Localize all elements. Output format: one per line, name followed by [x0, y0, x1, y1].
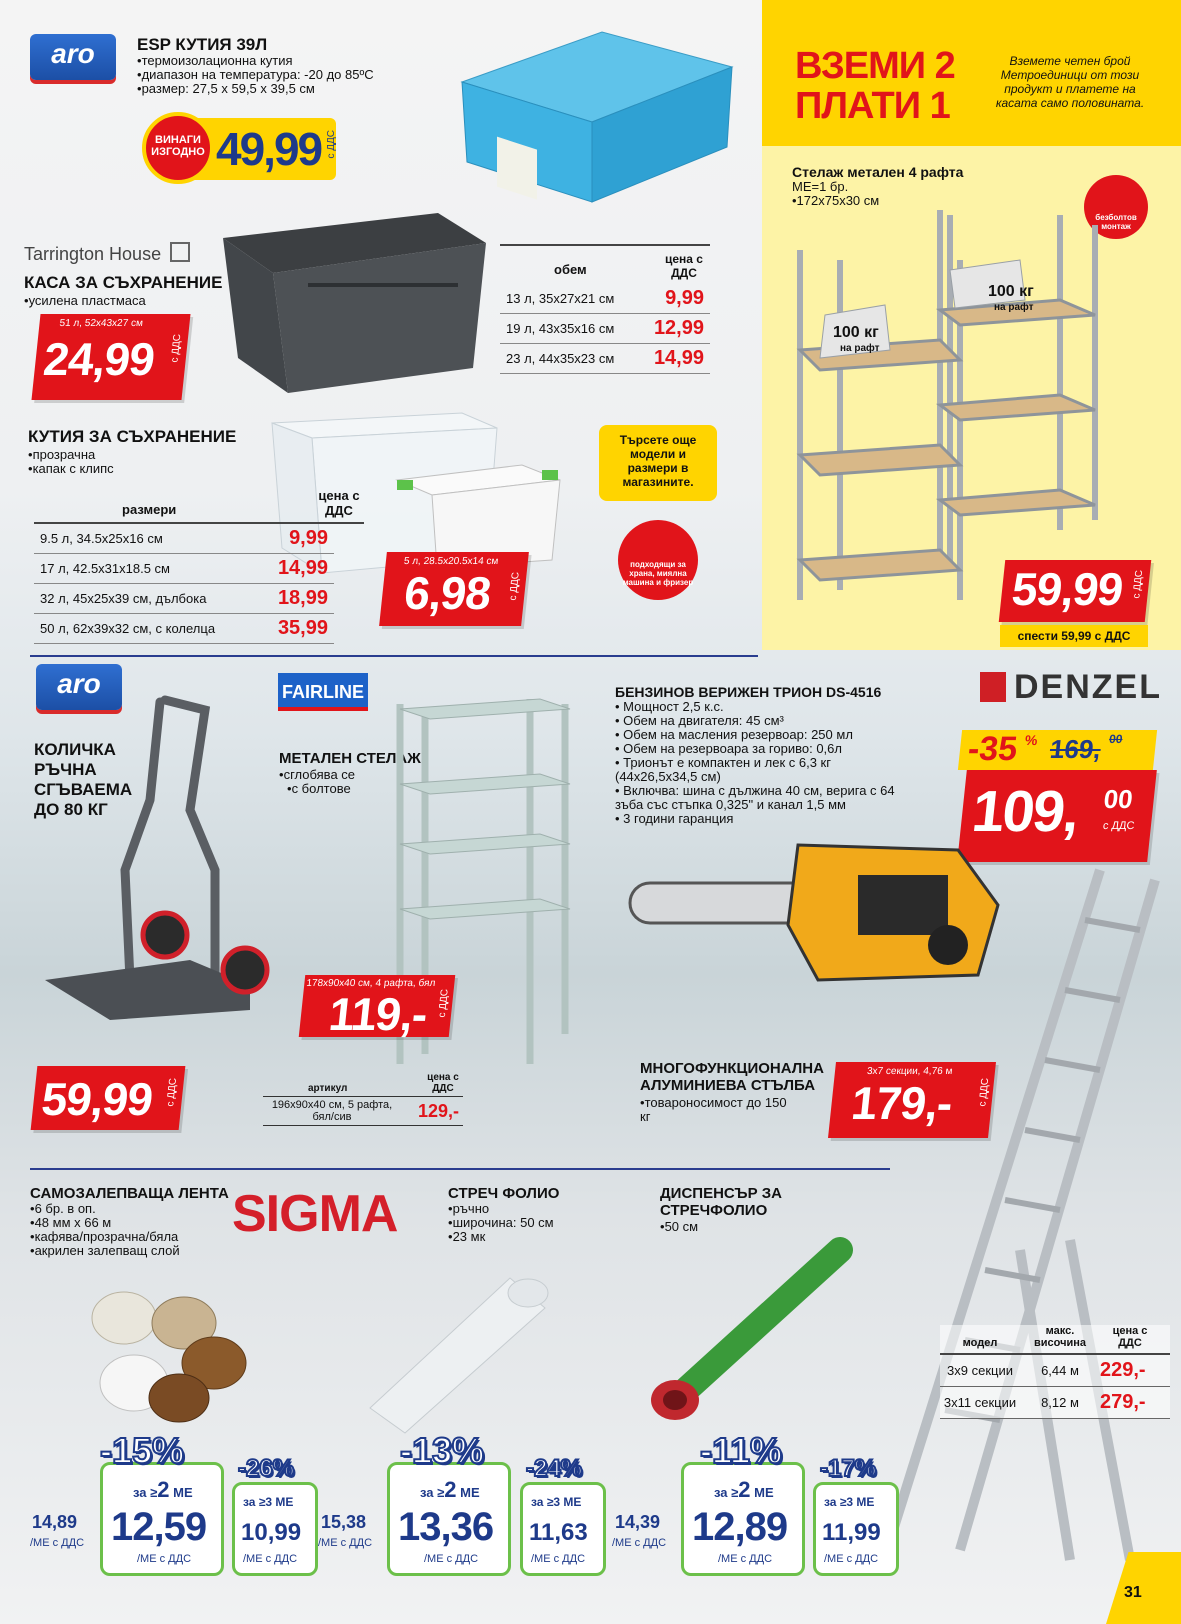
- base-unit: /МЕ с ДДС: [612, 1537, 667, 1549]
- shelf4-price: 59,99: [1009, 563, 1126, 615]
- vat-label: с ДДС: [436, 989, 451, 1018]
- cell-model: 3х9 секции: [947, 1363, 1013, 1378]
- always-cheap-badge: ВИНАГИ ИЗГОДНО: [142, 112, 214, 184]
- offer-price: 11,99: [822, 1519, 881, 1546]
- offer-condition: за ≥3 МЕ: [531, 1495, 582, 1509]
- table-row: [500, 344, 710, 374]
- tape-rolls-image: [84, 1278, 254, 1428]
- vat-label: с ДДС: [507, 572, 522, 601]
- trolley-price-tag: [31, 1066, 186, 1130]
- aro-logo: aro: [30, 34, 116, 80]
- bullet-cont: • с болтове: [279, 782, 355, 796]
- base-unit: /МЕ с ДДС: [318, 1537, 373, 1549]
- old-price: 169,: [1048, 734, 1103, 764]
- shelf4-title: Стелаж метален 4 рафта: [792, 164, 964, 180]
- stretch-title: СТРЕЧ ФОЛИО: [448, 1185, 560, 1202]
- tag-size: 5 л, 28.5х20.5х14 см: [403, 556, 499, 567]
- cell-article: 196х90х40 см, 5 рафта, бял/сив: [271, 1099, 393, 1123]
- cell-price: 279,-: [1100, 1391, 1146, 1413]
- bullet: • термоизолационна кутия: [137, 54, 427, 68]
- tarrington-table: [500, 244, 710, 374]
- offer-unit: /МЕ с ДДС: [531, 1553, 586, 1565]
- cell-size: 9.5 л, 34.5х25х16 см: [34, 524, 259, 554]
- shelf4-size: •172х75х30 см: [792, 193, 880, 208]
- table-row: [940, 1387, 1170, 1419]
- hand-trolley-image: [40, 690, 280, 1050]
- esp-box-title: ESP КУТИЯ 39Л: [137, 35, 268, 54]
- bullet: • широчина: 50 см: [448, 1216, 554, 1230]
- vat-label: с ДДС: [169, 334, 184, 363]
- discount-percent: %: [1024, 732, 1039, 748]
- tarrington-price-tag: [31, 314, 190, 400]
- section-divider: [30, 655, 758, 657]
- dispenser-discount-2: -17%: [820, 1455, 877, 1482]
- col-size: размери: [122, 502, 177, 517]
- shelf4-price-tag: [999, 560, 1152, 622]
- cell-price: 9,99: [259, 524, 334, 554]
- food-safe-badge: [618, 520, 698, 600]
- ladder-table: [940, 1325, 1170, 1419]
- title-line: СТРЕЧФОЛИО: [660, 1202, 768, 1219]
- bullet: • 48 мм х 66 м: [30, 1216, 180, 1230]
- bullet: • Трионът е компактен и лек с 6,3 кг (44х26,5х34,5 см): [615, 755, 831, 784]
- offer-price: 13,36: [398, 1505, 494, 1549]
- cell-price: 229,-: [1100, 1359, 1146, 1381]
- stretch-discount-1: -13%: [400, 1430, 485, 1471]
- promo-headline: [795, 46, 955, 126]
- tape-title: САМОЗАЛЕПВАЩА ЛЕНТА: [30, 1185, 229, 1202]
- load-label-1: 100 кг: [833, 324, 879, 341]
- stretch-film-image: [360, 1268, 560, 1438]
- storage-box-price: 6,98: [401, 567, 493, 619]
- col-volume: обем: [554, 262, 587, 277]
- cell-height: 8,12 м: [1041, 1395, 1079, 1410]
- col-height: макс. височина: [1034, 1325, 1086, 1349]
- title-line: ДО 80 КГ: [34, 800, 108, 819]
- promo-headline-line1: ВЗЕМИ 2: [795, 45, 955, 87]
- bullet: • капак с клипс: [28, 462, 114, 476]
- stretch-discount-2: -24%: [526, 1455, 583, 1482]
- offer-condition: за ≥2 МЕ: [133, 1477, 193, 1502]
- discount-value: -35: [966, 730, 1020, 768]
- tape-offer-3: [232, 1482, 318, 1576]
- offer-price: 10,99: [241, 1519, 302, 1546]
- col-article: артикул: [308, 1083, 348, 1094]
- vat-label: с ДДС: [1131, 570, 1146, 599]
- vat-label: с ДДС: [977, 1078, 992, 1107]
- tape-discount-2: -26%: [238, 1455, 295, 1482]
- promo-headline-line2: ПЛАТИ 1: [795, 85, 950, 127]
- stretch-offer-2: [387, 1462, 511, 1576]
- offer-unit: /МЕ с ДДС: [824, 1553, 879, 1565]
- col-model: модел: [962, 1337, 998, 1349]
- cell-price: 14,99: [259, 554, 334, 584]
- table-row: [34, 554, 334, 584]
- old-price-cents: 00: [1108, 732, 1124, 746]
- cell-size: 17 л, 42.5х31х18.5 см: [34, 554, 259, 584]
- chainsaw-discount-strip: [958, 730, 1157, 770]
- tape-bullets: [30, 1202, 180, 1258]
- chainsaw-title: БЕНЗИНОВ ВЕРИЖЕН ТРИОН DS-4516: [615, 684, 882, 700]
- table-row: [34, 524, 334, 554]
- tag-size: 178х90х40 см, 4 рафта, бял: [305, 978, 436, 989]
- storage-box-bullets: [28, 448, 114, 476]
- cell-size: 23 л, 44х35х23 см: [500, 344, 639, 374]
- metal-rack-bullets: [279, 768, 355, 796]
- vat-label: с ДДС: [165, 1078, 180, 1107]
- sigma-logo: SIGMA: [232, 1185, 398, 1243]
- offer-price: 12,59: [111, 1505, 207, 1549]
- dispenser-base-price: 14,39: [615, 1512, 661, 1532]
- bullet: • сглобява се: [279, 768, 355, 782]
- trolley-price: 59,99: [39, 1073, 155, 1125]
- metal-rack-title: МЕТАЛЕН СТЕЛАЖ: [279, 750, 421, 767]
- cell-size: 32 л, 45х25х39 см, дълбока: [34, 584, 259, 614]
- dispenser-offer-2: [681, 1462, 805, 1576]
- metal-shelf-image: [790, 200, 1120, 610]
- bullet: • Обем на масления резервоар: 250 мл: [615, 727, 853, 742]
- title-line: ДИСПЕНСЪР ЗА: [660, 1185, 782, 1202]
- bullet: • 6 бр. в оп.: [30, 1202, 180, 1216]
- esp-box-bullets: [137, 54, 427, 96]
- cell-height: 6,44 м: [1041, 1363, 1079, 1378]
- offer-unit: /МЕ с ДДС: [137, 1553, 192, 1565]
- offer-unit: /МЕ с ДДС: [243, 1553, 298, 1565]
- bullet: • Включва: шина с дължина 40 см, верига с 64 зъба със стъпка 0,325" и канал 1,5 мм: [615, 783, 895, 812]
- cell-size: 50 л, 62х39х32 см, с колелца: [34, 614, 259, 644]
- chainsaw-bullets: [615, 700, 915, 826]
- table-row: [940, 1355, 1170, 1387]
- bullet: • 50 см: [660, 1220, 698, 1234]
- table-row: [34, 614, 334, 644]
- tag-size: 51 л, 52х43х27 см: [58, 318, 144, 329]
- denzel-emblem: [980, 672, 1006, 702]
- vat-label: с ДДС: [326, 130, 337, 159]
- cell-size: 13 л, 35х27х21 см: [500, 284, 639, 314]
- metal-rack-price-tag: [299, 975, 456, 1040]
- stretch-base-price: 15,38: [321, 1512, 367, 1532]
- cell-price: 9,99: [639, 284, 710, 314]
- house-icon: [170, 242, 190, 262]
- stretch-offer-3: [520, 1482, 606, 1576]
- bullet: • 3 години гаранция: [615, 811, 734, 826]
- tarrington-title: КАСА ЗА СЪХРАНЕНИЕ: [24, 273, 223, 292]
- offer-condition: за ≥3 МЕ: [243, 1495, 294, 1509]
- load-label-2b: на рафт: [994, 302, 1034, 313]
- bullet: • прозрачна: [28, 448, 114, 462]
- ladder-price: 179,-: [848, 1077, 955, 1129]
- chainsaw-price-cents: 00: [1102, 784, 1135, 814]
- table-row: [263, 1097, 463, 1126]
- base-unit: /МЕ с ДДС: [30, 1537, 85, 1549]
- title-line: РЪЧНА: [34, 760, 97, 779]
- offer-price: 11,63: [529, 1519, 588, 1546]
- cell-size: 19 л, 43х35х16 см: [500, 314, 639, 344]
- dispenser-discount-1: -11%: [700, 1430, 783, 1471]
- bullet: • диапазон на температура: -20 до 85ºС: [137, 68, 427, 82]
- title-line: АЛУМИНИЕВА СТЪЛБА: [640, 1077, 816, 1094]
- chainsaw-price: 109,: [969, 779, 1081, 844]
- ladder-title: [640, 1060, 824, 1094]
- cell-model: 3х11 секции: [943, 1395, 1017, 1410]
- col-price: цена с ДДС: [665, 252, 703, 280]
- bullet: • кафява/прозрачна/бяла: [30, 1230, 180, 1244]
- page-number: 31: [1124, 1584, 1142, 1601]
- aro-logo: aro: [36, 664, 122, 710]
- shelf4-unit: МЕ=1 бр.: [792, 179, 849, 194]
- esp-price: 49,99: [216, 123, 322, 175]
- section-divider: [30, 1168, 890, 1170]
- cell-price: 14,99: [639, 344, 710, 374]
- offer-unit: /МЕ с ДДС: [424, 1553, 479, 1565]
- no-bolts-label: безболтов монтаж: [1095, 213, 1137, 231]
- stretch-bullets: [448, 1202, 554, 1244]
- metal-rack-table: [263, 1072, 463, 1126]
- offer-unit: /МЕ с ДДС: [718, 1553, 773, 1565]
- vat-label: с ДДС: [1102, 820, 1135, 832]
- dispenser-offer-3: [813, 1482, 899, 1576]
- title-line: СГЪВАЕМА: [34, 780, 133, 799]
- table-row: [34, 584, 334, 614]
- storage-box-title: КУТИЯ ЗА СЪХРАНЕНИЕ: [28, 427, 237, 446]
- bullet: • ръчно: [448, 1202, 554, 1216]
- tape-offer-2: [100, 1462, 224, 1576]
- bullet: • Мощност 2,5 к.с.: [615, 699, 724, 714]
- bullet: • товароносимост до 150 кг: [640, 1096, 800, 1124]
- bullet: • 23 мк: [448, 1230, 554, 1244]
- aluminium-ladder-image: [870, 860, 1170, 1600]
- col-price: цена с ДДС: [427, 1072, 459, 1094]
- cell-price: 18,99: [259, 584, 334, 614]
- offer-condition: за ≥2 МЕ: [420, 1477, 480, 1502]
- cooler-box-image: [452, 12, 737, 204]
- promo-text: Вземете четен брой Метроединици от този продукт и платете на касата само половината.: [995, 54, 1145, 110]
- offer-price: 12,89: [692, 1505, 788, 1549]
- save-strip: спести 59,99 с ДДС: [1000, 625, 1148, 647]
- ladder-bullets: [640, 1096, 800, 1124]
- cell-price: 129,-: [417, 1100, 459, 1121]
- cell-price: 35,99: [259, 614, 334, 644]
- metal-rack-price: 119,-: [326, 988, 430, 1040]
- bullet: • усилена пластмаса: [24, 294, 146, 308]
- load-label-2: 100 кг: [988, 283, 1034, 300]
- col-price: цена с ДДС: [318, 488, 360, 518]
- table-row: [500, 314, 710, 344]
- offer-condition: за ≥3 МЕ: [824, 1495, 875, 1509]
- tarrington-price: 24,99: [41, 333, 157, 385]
- cell-price: 12,99: [639, 314, 710, 344]
- tarrington-bullets: [24, 294, 146, 308]
- esp-price-tag: [146, 118, 336, 180]
- table-row: [500, 284, 710, 314]
- storage-crate-image: [218, 208, 488, 398]
- bullet: • Обем на резервоара за гориво: 0,6л: [615, 741, 842, 756]
- offer-condition: за ≥2 МЕ: [714, 1477, 774, 1502]
- tape-discount-1: -15%: [100, 1430, 185, 1471]
- bullet: • акрилен залепващ слой: [30, 1244, 180, 1258]
- bullet: • размер: 27,5 x 59,5 x 39,5 см: [137, 82, 427, 96]
- load-label-1b: на рафт: [840, 343, 880, 354]
- tape-base-price: 14,89: [32, 1512, 78, 1532]
- more-models-note: Търсете още модели и размери в магазините.: [599, 425, 717, 501]
- storage-box-table: [34, 488, 364, 644]
- denzel-logo: DENZEL: [980, 668, 1162, 707]
- storage-box-price-tag: [379, 552, 529, 626]
- col-price: цена с ДДС: [1112, 1325, 1148, 1349]
- dispenser-image: [650, 1230, 870, 1430]
- title-line: КОЛИЧКА: [34, 740, 116, 759]
- fairline-logo: FAIRLINE: [278, 673, 368, 711]
- bullet: • Обем на двигателя: 45 см³: [615, 713, 784, 728]
- food-safe-label: подходящи за храна, миялна машина и фризер: [622, 560, 694, 587]
- tag-size: 3х7 секции, 4,76 м: [866, 1066, 953, 1077]
- title-line: МНОГОФУНКЦИОНАЛНА: [640, 1060, 824, 1077]
- tarrington-logo: Tarrington House: [24, 244, 162, 264]
- dispenser-title: [660, 1185, 782, 1219]
